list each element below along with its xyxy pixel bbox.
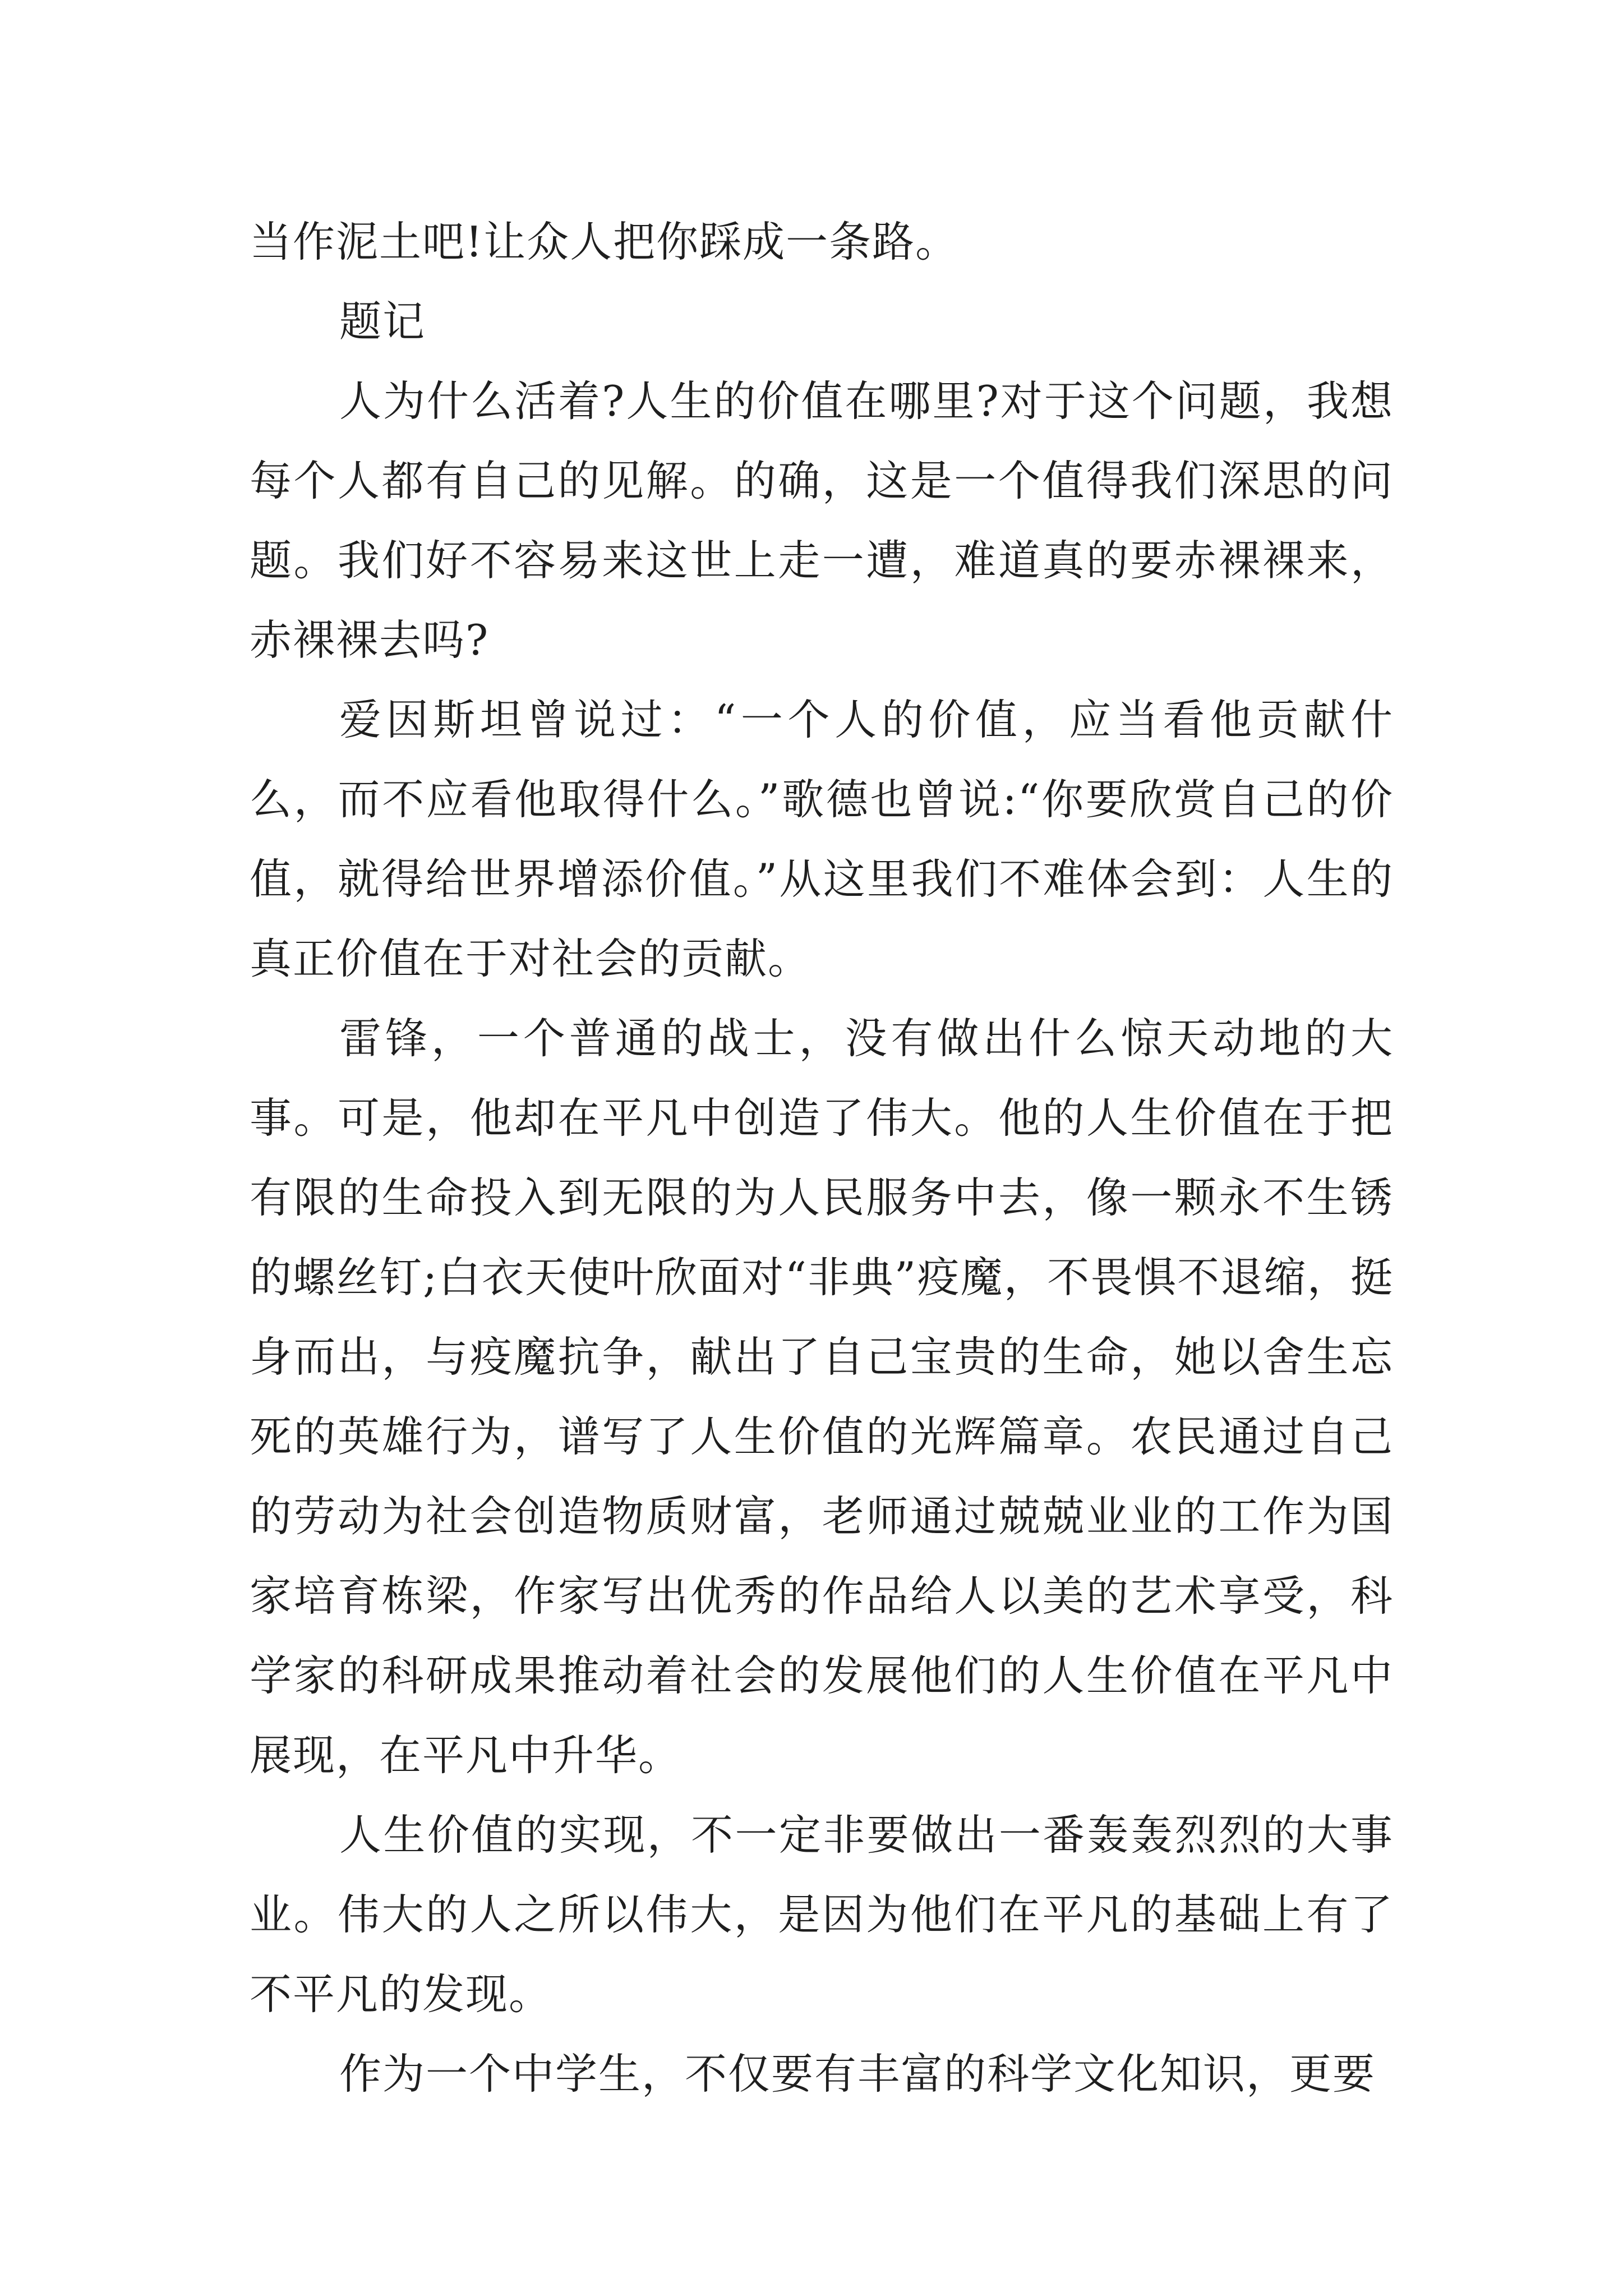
paragraph-examples: 雷锋，一个普通的战士，没有做出什么惊天动地的大事。可是，他却在平凡中创造了伟大。他的人生价值在于把有限的生命投入到无限的为人民服务中去，像一颗永不生锈的螺丝钉;白衣天使叶欣面对“非典”疫魔，不畏惧不退缩，挺身而出，与疫魔抗争，献出了自己宝贵的生命，她以舍生忘死的英雄行为，谱写了人生价值的光辉篇章。农民通过自己的劳动为社会创造物质财富，老师通过兢兢业业的工作为国家培育栋梁，作家写出优秀的作品给人以美的艺术享受，科学家的科研成果推动着社会的发展他们的人生价值在平凡中展现，在平凡中升华。 — [250, 1014, 1394, 1780]
document-body — [250, 202, 1394, 2114]
paragraph-student: 作为一个中学生，不仅要有丰富的科学文化知识，更要 — [339, 2049, 1376, 2099]
paragraph-quotes: 爱因斯坦曾说过：“一个人的价值，应当看他贡献什么，而不应看他取得什么。”歌德也曾说:“你要欣赏自己的价值，就得给世界增添价值。”从这里我们不难体会到：人生的真正价值在于对社会的贡献。 — [250, 695, 1394, 983]
paragraph-epigraph: 当作泥土吧!让众人把你踩成一条路。 — [250, 217, 959, 266]
paragraph-question: 人为什么活着?人生的价值在哪里?对于这个问题，我想每个人都有自己的见解。的确，这是一个值得我们深思的问题。我们好不容易来这世上走一遭，难道真的要赤裸裸来，赤裸裸去吗? — [250, 376, 1394, 665]
paragraph-epigraph-label: 题记 — [339, 297, 426, 346]
paragraph-realization: 人生价值的实现，不一定非要做出一番轰轰烈烈的大事业。伟大的人之所以伟大，是因为他们在平凡的基础上有了不平凡的发现。 — [250, 1810, 1394, 2019]
